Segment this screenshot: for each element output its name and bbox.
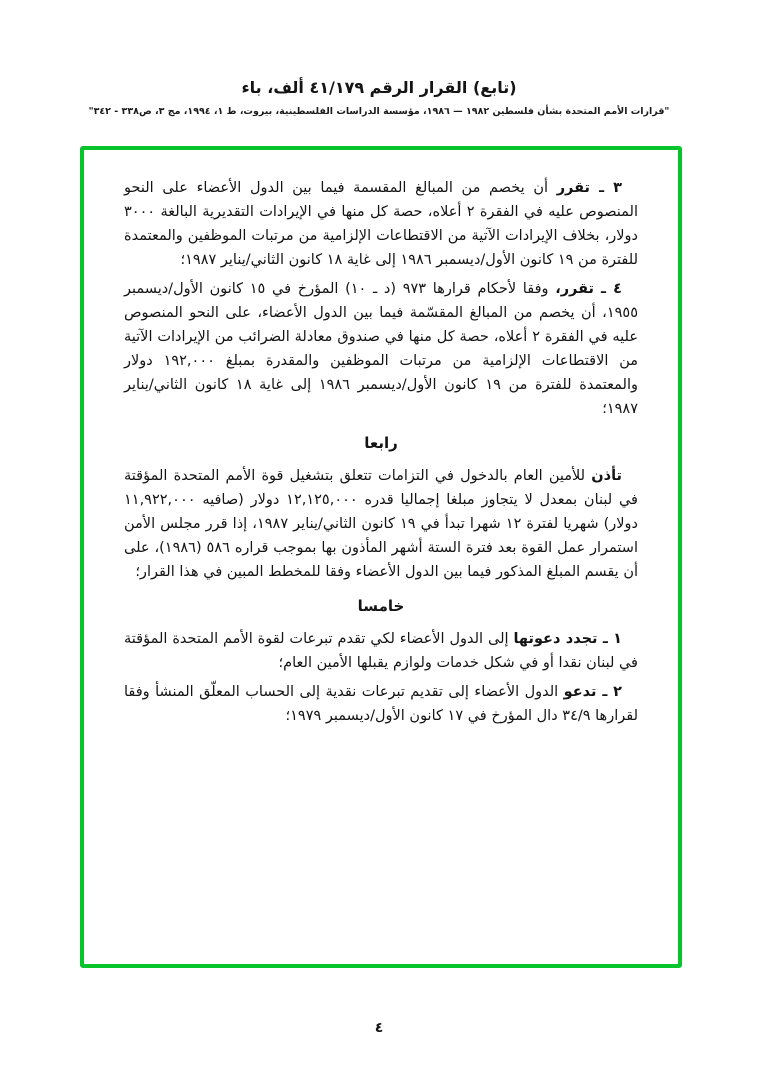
page-number: ٤ [374, 1020, 384, 1036]
paragraph-authorization-lead: تأذن [591, 468, 623, 484]
paragraph-4 [124, 277, 638, 421]
paragraph-3-lead: ٣ ـ تقرر [556, 180, 622, 196]
paragraph-5-2-body: الدول الأعضاء إلى تقديم تبرعات نقدية إلى الحساب المعلّق المنشأ وفقا لقرارها ٣٤/٩ دال المؤرخ في ١٧ كانون الأول/ديسمبر ١٩٧٩؛ [124, 684, 638, 724]
source-citation: "قرارات الأمم المتحدة بشأن فلسطين ١٩٨٢ — ١٩٨٦، مؤسسة الدراسات الفلسطينية، بيروت، ط ١، ١٩٩٤، مج ٣، ص٣٣٨ - ٣٤٢" [88, 106, 670, 117]
resolution-title: (تابع) القرار الرقم ٤١/١٧٩ ألف، باء [241, 78, 517, 97]
paragraph-authorization [124, 464, 638, 584]
content-frame [80, 146, 682, 968]
document-header [0, 78, 758, 117]
paragraph-5-2 [124, 680, 638, 728]
paragraph-3-body: أن يخصم من المبالغ المقسمة فيما بين الدول الأعضاء على النحو المنصوص عليه في الفقرة ٢ أعلاه، حصة كل منها في الإيرادات التقديرية البالغة ٣٠٠٠ دولار، بخلاف الإيرادات الآتية من الاقتطاعات الإلزامية من مرتبات الموظفين والمعتمدة للفترة من ١٩ كانون الأول/ديسمبر ١٩٨٦ إلى غاية ١٨ كانون الثاني/يناير ١٩٨٧؛ [124, 180, 638, 268]
paragraph-5-1-lead: ١ ـ تجدد دعوتها [513, 631, 623, 647]
paragraph-5-1-body: إلى الدول الأعضاء لكي تقدم تبرعات لقوة الأمم المتحدة المؤقتة في لبنان نقدا أو في شكل خدمات ولوازم يقبلها الأمين العام؛ [124, 631, 638, 671]
paragraph-5-1 [124, 627, 638, 675]
paragraph-5-2-lead: ٢ ـ تدعو [563, 684, 623, 700]
paragraph-authorization-body: للأمين العام بالدخول في التزامات تتعلق بتشغيل قوة الأمم المتحدة المؤقتة في لبنان بمعدل لا يتجاوز مبلغا إجماليا قدره ١٢,١٢٥,٠٠٠ دولار (صافيه ١١,٩٢٢,٠٠٠ دولار) شهريا لفترة ١٢ شهرا تبدأ في ١٩ كانون الثاني/يناير ١٩٨٧، إذا قرر مجلس الأمن استمرار عمل القوة بعد فترة الستة أشهر المأذون بها بموجب قراره ٥٨٦ (١٩٨٦)، على أن يقسم المبلغ المذكور فيما بين الدول الأعضاء وفقا للمخطط المبين في هذا القرار؛ [124, 468, 638, 580]
paragraph-3 [124, 176, 638, 272]
section-heading-fourth: رابعا [364, 434, 398, 452]
section-heading-fifth: خامسا [357, 597, 405, 615]
paragraph-4-lead: ٤ ـ تقرر، [555, 281, 622, 297]
paragraph-4-body: وفقا لأحكام قرارها ٩٧٣ (د ـ ١٠) المؤرخ في ١٥ كانون الأول/ديسمبر ١٩٥٥، أن يخصم من المبالغ المقسّمة فيما بين الدول الأعضاء، على النحو المنصوص عليه في الفقرة ٢ أعلاه، حصة كل منها في صندوق معادلة الضرائب من الإيرادات الآتية من الاقتطاعات الإلزامية من مرتبات الموظفين والمقدرة بمبلغ ١٩٢,٠٠٠ دولار والمعتمدة للفترة من ١٩ كانون الأول/ديسمبر ١٩٨٦ إلى غاية ١٨ كانون الثاني/يناير ١٩٨٧؛ [124, 281, 639, 417]
resolution-text [84, 150, 678, 964]
